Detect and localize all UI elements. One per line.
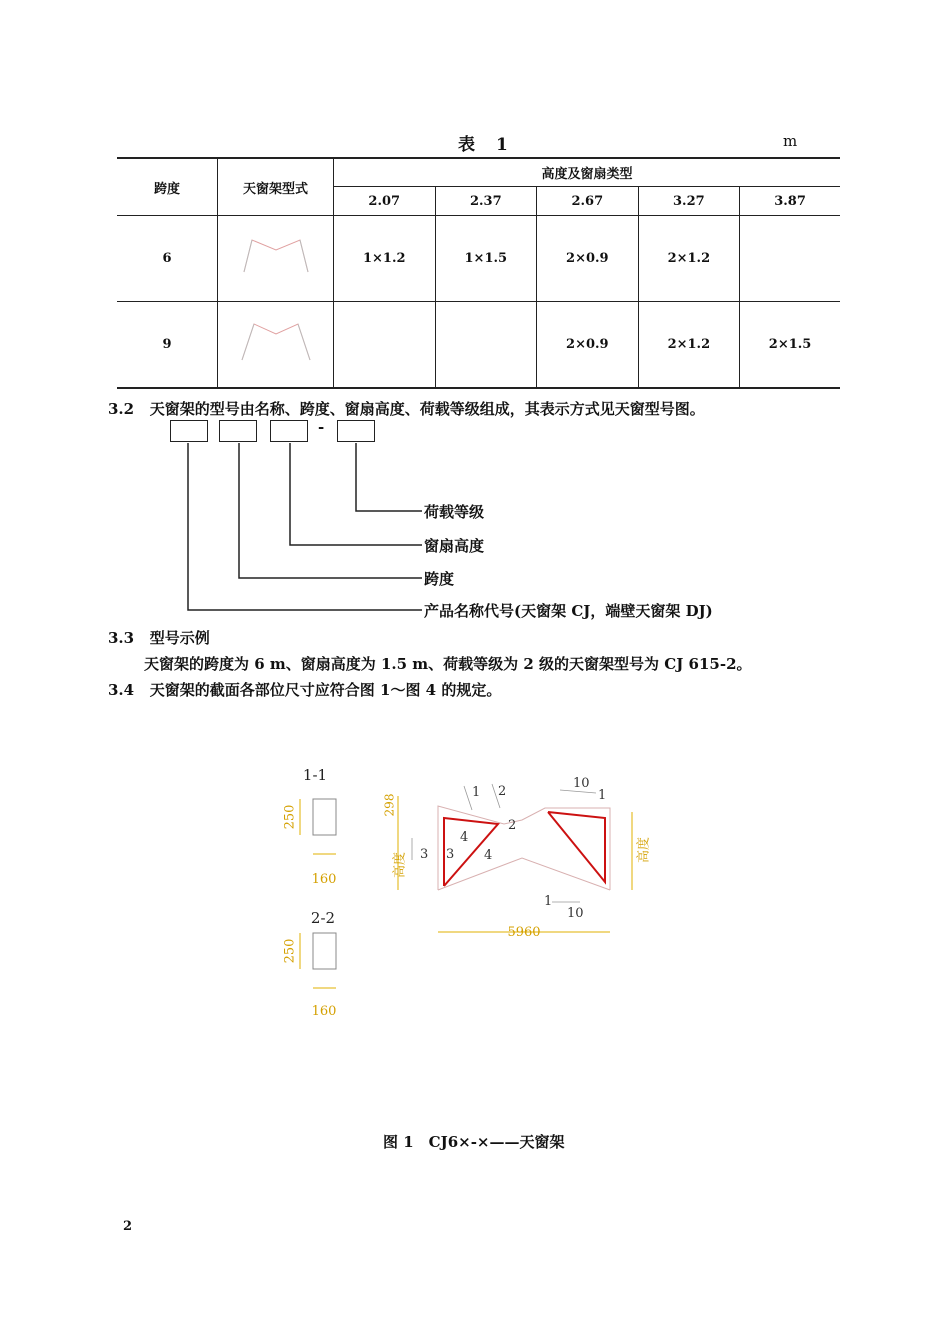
span-cell: 6	[117, 216, 218, 302]
section-2-2-width: 160	[311, 1004, 337, 1019]
section-3-4	[108, 679, 501, 700]
section-text: 天窗架的型号由名称、跨度、窗扇高度、荷载等级组成，其表示方式见天窗型号图。	[149, 400, 705, 418]
section-3-3-text: 天窗架的跨度为 6 m、窗扇高度为 1.5 m、荷载等级为 2 级的天窗架型号为 CJ 615-2。	[144, 655, 752, 673]
height-col: 2.07	[334, 187, 436, 216]
table-cell: 2×0.9	[537, 302, 639, 389]
section-number: 3.2	[108, 400, 135, 418]
dim-height-left: 高度	[392, 851, 408, 879]
section-text: 天窗架的截面各部位尺寸应符合图 1～图 4 的规定。	[149, 681, 502, 699]
label-product-code: 产品名称代号(天窗架 CJ，端壁天窗架 DJ)	[424, 602, 713, 620]
callout-3: 3	[420, 847, 429, 862]
figure-caption: 图 1 CJ6×-×——天窗架	[383, 1133, 565, 1151]
label-span: 跨度	[424, 570, 455, 588]
span-cell: 9	[117, 302, 218, 389]
table-cell: 1×1.2	[334, 216, 436, 302]
section-1-1-rect	[313, 799, 336, 835]
callout-10: 10	[573, 776, 590, 791]
section-2-2-height: 250	[282, 938, 298, 964]
section-3-3	[108, 627, 210, 648]
table-cell: 2×1.5	[740, 302, 840, 389]
section-1-1-label: 1-1	[302, 766, 328, 784]
callout-2: 2	[498, 784, 507, 799]
section-number: 3.3	[108, 629, 135, 647]
table-cell: 2×0.9	[537, 216, 639, 302]
section-1-1-height: 250	[282, 804, 298, 830]
callout-3: 3	[446, 847, 455, 862]
section-2-2-label: 2-2	[310, 909, 336, 927]
height-col: 3.87	[740, 187, 840, 216]
dim-width-5960: 5960	[507, 925, 541, 940]
table-unit: m	[783, 132, 798, 150]
callout-1: 1	[544, 894, 553, 909]
callout-1: 1	[598, 788, 607, 803]
height-col: 3.27	[638, 187, 740, 216]
page-number: 2	[123, 1219, 133, 1234]
callout-2: 2	[508, 818, 517, 833]
dim-top-298: 298	[382, 793, 397, 817]
table-cell: 2×1.2	[638, 216, 740, 302]
callout-10: 10	[567, 906, 584, 921]
figure-1-drawing	[260, 760, 660, 1030]
dim-height-right: 高度	[636, 836, 652, 864]
section-1-1-width: 160	[311, 872, 337, 887]
code-dash: -	[318, 418, 325, 436]
section-title: 型号示例	[149, 629, 210, 647]
table-cell: 2×1.2	[638, 302, 740, 389]
section-number: 3.4	[108, 681, 135, 699]
header-span: 跨度	[117, 158, 218, 216]
header-type: 天窗架型式	[218, 158, 334, 216]
table-title: 表 1	[458, 135, 510, 155]
label-load-grade: 荷载等级	[424, 503, 485, 521]
label-sash-height: 窗扇高度	[424, 537, 485, 555]
height-col: 2.37	[435, 187, 537, 216]
callout-4: 4	[460, 830, 469, 845]
callout-1: 1	[472, 785, 481, 800]
section-2-2-rect	[313, 933, 336, 969]
height-col: 2.67	[537, 187, 639, 216]
header-group: 高度及窗扇类型	[334, 158, 841, 187]
callout-4: 4	[484, 848, 493, 863]
table-cell: 1×1.5	[435, 216, 537, 302]
